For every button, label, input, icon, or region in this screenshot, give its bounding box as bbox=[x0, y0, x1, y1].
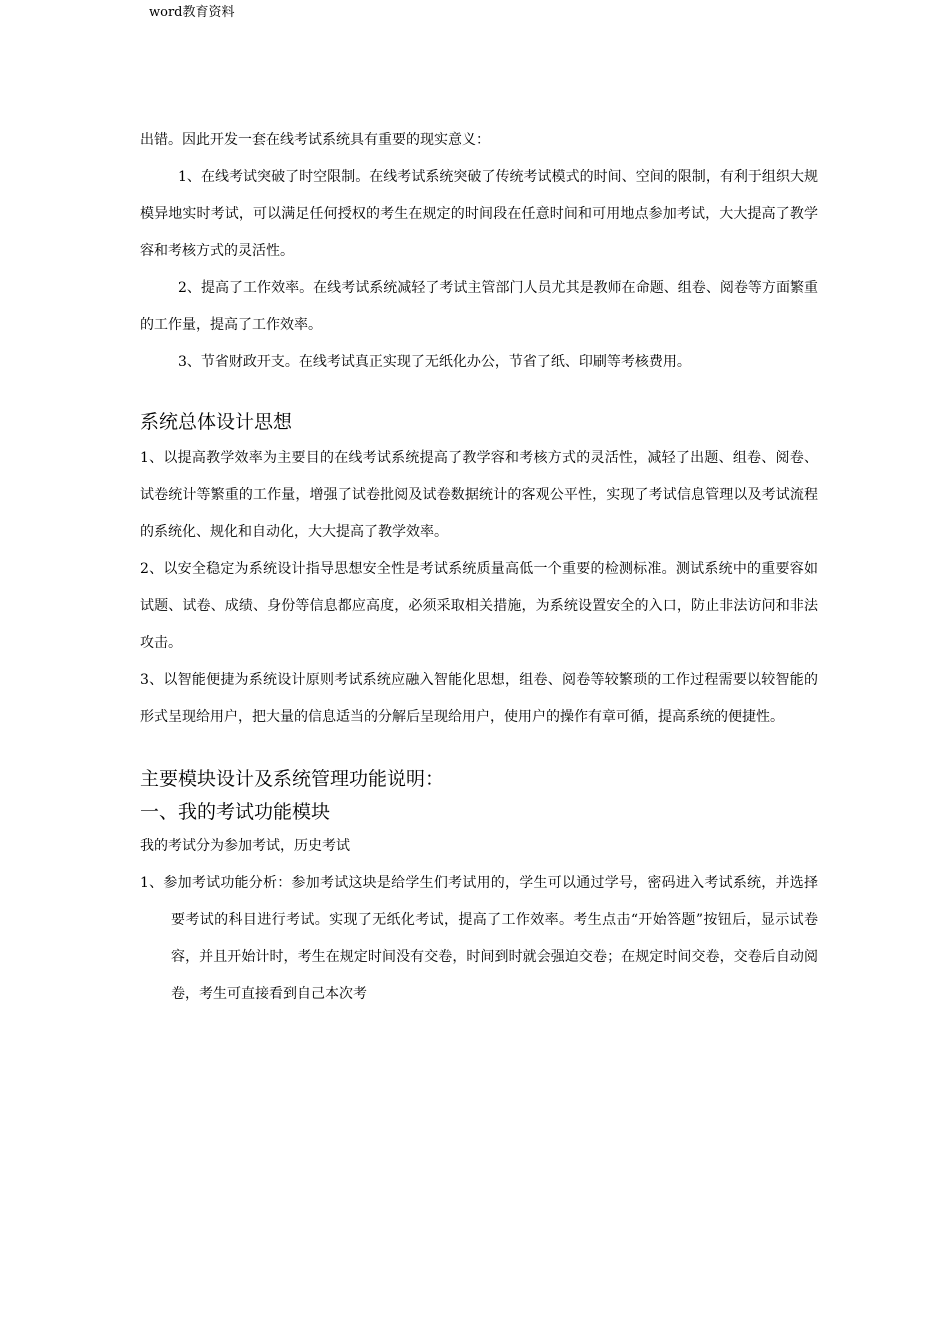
document-body bbox=[140, 122, 818, 1013]
significance-item-2: 2、提高了工作效率。在线考试系统减轻了考试主管部门人员尤其是教师在命题、组卷、阅卷等方面繁重的工作量，提高了工作效率。 bbox=[140, 280, 818, 333]
significance-item-1: 1、在线考试突破了时空限制。在线考试系统突破了传统考试模式的时间、空间的限制，有利于组织大规模异地实时考试，可以满足任何授权的考生在规定的时间段在任意时间和可用地点参加考试，大大提高了教学容和考核方式的灵活性。 bbox=[140, 169, 818, 259]
design-item-2: 2、以安全稳定为系统设计指导思想安全性是考试系统质量高低一个重要的检测标准。测试系统中的重要容如试题、试卷、成绩、身份等信息都应高度，必须采取相关措施，为系统设置安全的入口，防止非法访问和非法攻击。 bbox=[140, 561, 818, 651]
intro-line: 出错。因此开发一套在线考试系统具有重要的现实意义： bbox=[140, 132, 490, 148]
my-exam-module-heading: 一、我的考试功能模块 bbox=[140, 801, 331, 823]
page-header-label: word教育资料 bbox=[149, 5, 235, 20]
design-item-3: 3、以智能便捷为系统设计原则考试系统应融入智能化思想，组卷、阅卷等较繁琐的工作过程需要以较智能的形式呈现给用户，把大量的信息适当的分解后呈现给用户，使用户的操作有章可循，提高系统的便捷性。 bbox=[140, 672, 818, 725]
significance-item-3: 3、节省财政开支。在线考试真正实现了无纸化办公，节省了纸、印刷等考核费用。 bbox=[178, 354, 691, 370]
modules-heading: 主要模块设计及系统管理功能说明： bbox=[140, 768, 445, 790]
design-item-1: 1、以提高教学效率为主要目的在线考试系统提高了教学容和考核方式的灵活性，减轻了出题、组卷、阅卷、试卷统计等繁重的工作量，增强了试卷批阅及试卷数据统计的客观公平性，实现了考试信息管理以及考试流程的系统化、规化和自动化，大大提高了教学效率。 bbox=[140, 450, 818, 540]
design-heading: 系统总体设计思想 bbox=[140, 411, 293, 433]
my-exam-summary: 我的考试分为参加考试，历史考试 bbox=[140, 838, 350, 854]
take-exam-analysis: 1、参加考试功能分析：参加考试这块是给学生们考试用的，学生可以通过学号，密码进入考试系统，并选择要考试的科目进行考试。实现了无纸化考试，提高了工作效率。考生点击“开始答题”按钮后，显示试卷容，并且开始计时，考生在规定时间没有交卷，时间到时就会强迫交卷；在规定时间交卷，交卷后自动阅卷，考生可直接看到自己本次考 bbox=[140, 875, 818, 1002]
